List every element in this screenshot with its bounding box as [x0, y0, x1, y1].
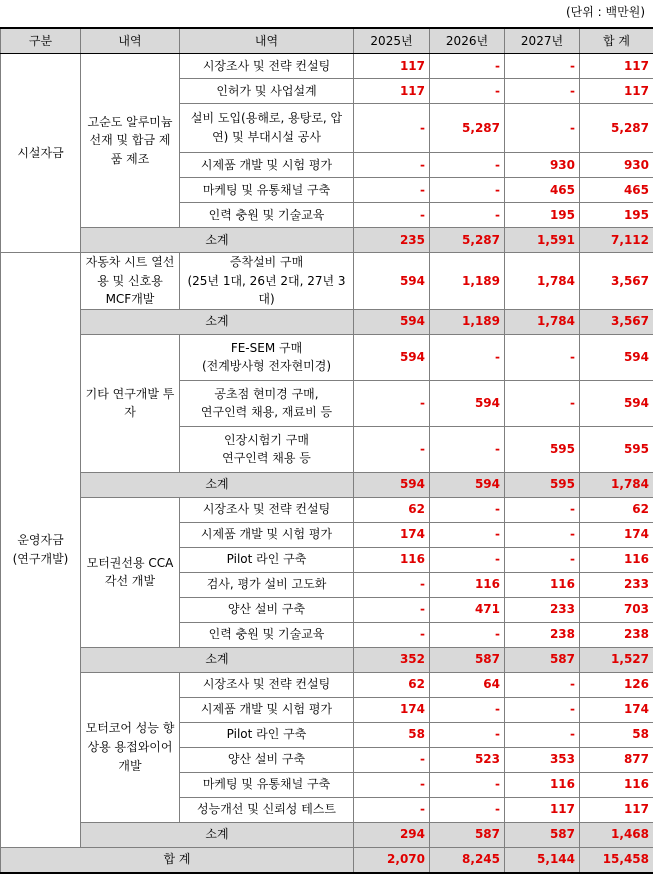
value-cell: 471	[430, 597, 505, 622]
subtotal-value-cell: 1,468	[580, 822, 653, 847]
value-cell: 174	[354, 697, 430, 722]
subtotal-row	[1, 472, 653, 497]
value-cell: -	[354, 622, 430, 647]
value-cell: 174	[580, 697, 653, 722]
value-cell: 594	[430, 380, 505, 426]
value-cell: 117	[505, 797, 580, 822]
value-cell: 62	[354, 672, 430, 697]
value-cell: -	[354, 104, 430, 153]
value-cell: 233	[505, 597, 580, 622]
subtotal-value-cell: 1,189	[430, 309, 505, 334]
subtotal-value-cell: 594	[354, 472, 430, 497]
value-cell: -	[354, 597, 430, 622]
value-cell: 594	[354, 253, 430, 310]
value-cell: 126	[580, 672, 653, 697]
table-row	[1, 253, 653, 310]
subtotal-value-cell: 5,287	[430, 228, 505, 253]
subtotal-label-cell: 소계	[81, 647, 354, 672]
subtotal-value-cell: 1,591	[505, 228, 580, 253]
item-label-cell: 시제품 개발 및 시험 평가	[180, 697, 354, 722]
subtotal-value-cell: 3,567	[580, 309, 653, 334]
value-cell: -	[430, 772, 505, 797]
value-cell: 195	[580, 203, 653, 228]
value-cell: 930	[505, 153, 580, 178]
value-cell: 117	[580, 797, 653, 822]
value-cell: -	[430, 522, 505, 547]
value-cell: 1,189	[430, 253, 505, 310]
subtotal-value-cell: 7,112	[580, 228, 653, 253]
value-cell: 233	[580, 572, 653, 597]
value-cell: -	[354, 426, 430, 472]
table-row	[1, 497, 653, 522]
item-label-cell: 시장조사 및 전략 컨설팅	[180, 672, 354, 697]
subtotal-value-cell: 1,784	[580, 472, 653, 497]
value-cell: 5,287	[580, 104, 653, 153]
value-cell: 64	[430, 672, 505, 697]
item-label-cell: 성능개선 및 신뢰성 테스트	[180, 797, 354, 822]
value-cell: 174	[354, 522, 430, 547]
value-cell: 5,287	[430, 104, 505, 153]
subtotal-label-cell: 소계	[81, 309, 354, 334]
value-cell: 174	[580, 522, 653, 547]
item-label-cell: 시제품 개발 및 시험 평가	[180, 522, 354, 547]
value-cell: 523	[430, 747, 505, 772]
value-cell: -	[354, 380, 430, 426]
value-cell: -	[430, 153, 505, 178]
value-cell: -	[354, 178, 430, 203]
value-cell: 1,784	[505, 253, 580, 310]
detail-group-cell: 모터권선용 CCA각선 개발	[81, 497, 180, 647]
header-2025: 2025년	[354, 28, 430, 54]
value-cell: -	[354, 153, 430, 178]
value-cell: -	[430, 334, 505, 380]
grand-total-value-cell: 15,458	[580, 847, 653, 873]
value-cell: -	[430, 697, 505, 722]
item-label-cell: 시제품 개발 및 시험 평가	[180, 153, 354, 178]
value-cell: 353	[505, 747, 580, 772]
subtotal-value-cell: 1,527	[580, 647, 653, 672]
value-cell: -	[430, 497, 505, 522]
subtotal-value-cell: 587	[505, 822, 580, 847]
item-label-cell: 검사, 평가 설비 고도화	[180, 572, 354, 597]
value-cell: -	[430, 547, 505, 572]
header-category: 구분	[1, 28, 81, 54]
value-cell: 117	[580, 79, 653, 104]
value-cell: -	[505, 380, 580, 426]
grand-total-label-cell: 합 계	[1, 847, 354, 873]
value-cell: 116	[580, 547, 653, 572]
subtotal-row	[1, 822, 653, 847]
value-cell: 703	[580, 597, 653, 622]
unit-note: (단위 : 백만원)	[566, 3, 645, 20]
value-cell: 465	[505, 178, 580, 203]
value-cell: -	[354, 203, 430, 228]
subtotal-value-cell: 352	[354, 647, 430, 672]
value-cell: 58	[354, 722, 430, 747]
subtotal-value-cell: 1,784	[505, 309, 580, 334]
value-cell: -	[505, 697, 580, 722]
item-label-cell: 시장조사 및 전략 컨설팅	[180, 497, 354, 522]
fund-usage-table	[0, 27, 653, 874]
subtotal-label-cell: 소계	[81, 472, 354, 497]
value-cell: 594	[580, 334, 653, 380]
detail-group-cell: 기타 연구개발 투자	[81, 334, 180, 472]
item-label-cell: 양산 설비 구축	[180, 747, 354, 772]
value-cell: -	[505, 497, 580, 522]
value-cell: -	[430, 722, 505, 747]
item-label-cell: 인허가 및 사업설계	[180, 79, 354, 104]
value-cell: -	[354, 747, 430, 772]
value-cell: -	[505, 54, 580, 79]
item-label-cell: 공초점 현미경 구매, 연구인력 채용, 재료비 등	[180, 380, 354, 426]
item-label-cell: 마케팅 및 유통채널 구축	[180, 178, 354, 203]
subtotal-value-cell: 595	[505, 472, 580, 497]
item-label-cell: 설비 도입(용해로, 용탕로, 압연) 및 부대시설 공사	[180, 104, 354, 153]
header-total: 합 계	[580, 28, 653, 54]
value-cell: -	[505, 722, 580, 747]
detail-group-cell: 자동차 시트 열선용 및 신호용 MCF개발	[81, 253, 180, 310]
value-cell: 877	[580, 747, 653, 772]
value-cell: -	[430, 797, 505, 822]
value-cell: 116	[354, 547, 430, 572]
value-cell: 117	[580, 54, 653, 79]
value-cell: -	[430, 203, 505, 228]
value-cell: 594	[580, 380, 653, 426]
item-label-cell: 인력 충원 및 기술교육	[180, 622, 354, 647]
value-cell: 62	[354, 497, 430, 522]
detail-group-cell: 고순도 알루미늄 선재 및 합금 제품 제조	[81, 54, 180, 228]
item-label-cell: 증착설비 구매 (25년 1대, 26년 2대, 27년 3대)	[180, 253, 354, 310]
value-cell: -	[505, 522, 580, 547]
value-cell: 195	[505, 203, 580, 228]
header-detail: 내역	[81, 28, 180, 54]
value-cell: -	[430, 54, 505, 79]
value-cell: 595	[505, 426, 580, 472]
value-cell: 595	[580, 426, 653, 472]
subtotal-value-cell: 587	[430, 647, 505, 672]
category-cell: 운영자금 (연구개발)	[1, 253, 81, 848]
subtotal-value-cell: 587	[430, 822, 505, 847]
value-cell: 238	[505, 622, 580, 647]
value-cell: -	[354, 772, 430, 797]
subtotal-label-cell: 소계	[81, 228, 354, 253]
subtotal-value-cell: 594	[354, 309, 430, 334]
item-label-cell: 시장조사 및 전략 컨설팅	[180, 54, 354, 79]
grand-total-value-cell: 8,245	[430, 847, 505, 873]
value-cell: -	[430, 79, 505, 104]
grand-total-row	[1, 847, 653, 873]
value-cell: -	[354, 797, 430, 822]
header-2027: 2027년	[505, 28, 580, 54]
value-cell: -	[505, 79, 580, 104]
subtotal-row	[1, 647, 653, 672]
header-row	[1, 28, 653, 54]
subtotal-label-cell: 소계	[81, 822, 354, 847]
value-cell: 3,567	[580, 253, 653, 310]
value-cell: 238	[580, 622, 653, 647]
value-cell: -	[430, 426, 505, 472]
value-cell: 465	[580, 178, 653, 203]
value-cell: 116	[505, 772, 580, 797]
subtotal-value-cell: 294	[354, 822, 430, 847]
value-cell: -	[354, 572, 430, 597]
table-row	[1, 54, 653, 79]
grand-total-value-cell: 2,070	[354, 847, 430, 873]
table-row	[1, 334, 653, 380]
value-cell: 930	[580, 153, 653, 178]
value-cell: -	[505, 334, 580, 380]
item-label-cell: Pilot 라인 구축	[180, 547, 354, 572]
category-cell: 시설자금	[1, 54, 81, 253]
value-cell: -	[505, 547, 580, 572]
table-row	[1, 672, 653, 697]
subtotal-value-cell: 235	[354, 228, 430, 253]
item-label-cell: 인력 충원 및 기술교육	[180, 203, 354, 228]
value-cell: -	[430, 622, 505, 647]
value-cell: 116	[580, 772, 653, 797]
value-cell: 58	[580, 722, 653, 747]
value-cell: -	[505, 672, 580, 697]
subtotal-row	[1, 228, 653, 253]
subtotal-row	[1, 309, 653, 334]
header-detail-item: 내역	[180, 28, 354, 54]
value-cell: -	[505, 104, 580, 153]
value-cell: 62	[580, 497, 653, 522]
subtotal-value-cell: 587	[505, 647, 580, 672]
subtotal-value-cell: 594	[430, 472, 505, 497]
value-cell: 116	[430, 572, 505, 597]
value-cell: 116	[505, 572, 580, 597]
value-cell: -	[430, 178, 505, 203]
value-cell: 117	[354, 54, 430, 79]
item-label-cell: 인장시험기 구매 연구인력 채용 등	[180, 426, 354, 472]
header-2026: 2026년	[430, 28, 505, 54]
item-label-cell: 마케팅 및 유통채널 구축	[180, 772, 354, 797]
detail-group-cell: 모터코어 성능 향상용 용접와이어 개발	[81, 672, 180, 822]
item-label-cell: 양산 설비 구축	[180, 597, 354, 622]
value-cell: 594	[354, 334, 430, 380]
item-label-cell: Pilot 라인 구축	[180, 722, 354, 747]
value-cell: 117	[354, 79, 430, 104]
grand-total-value-cell: 5,144	[505, 847, 580, 873]
item-label-cell: FE-SEM 구매 (전계방사형 전자현미경)	[180, 334, 354, 380]
